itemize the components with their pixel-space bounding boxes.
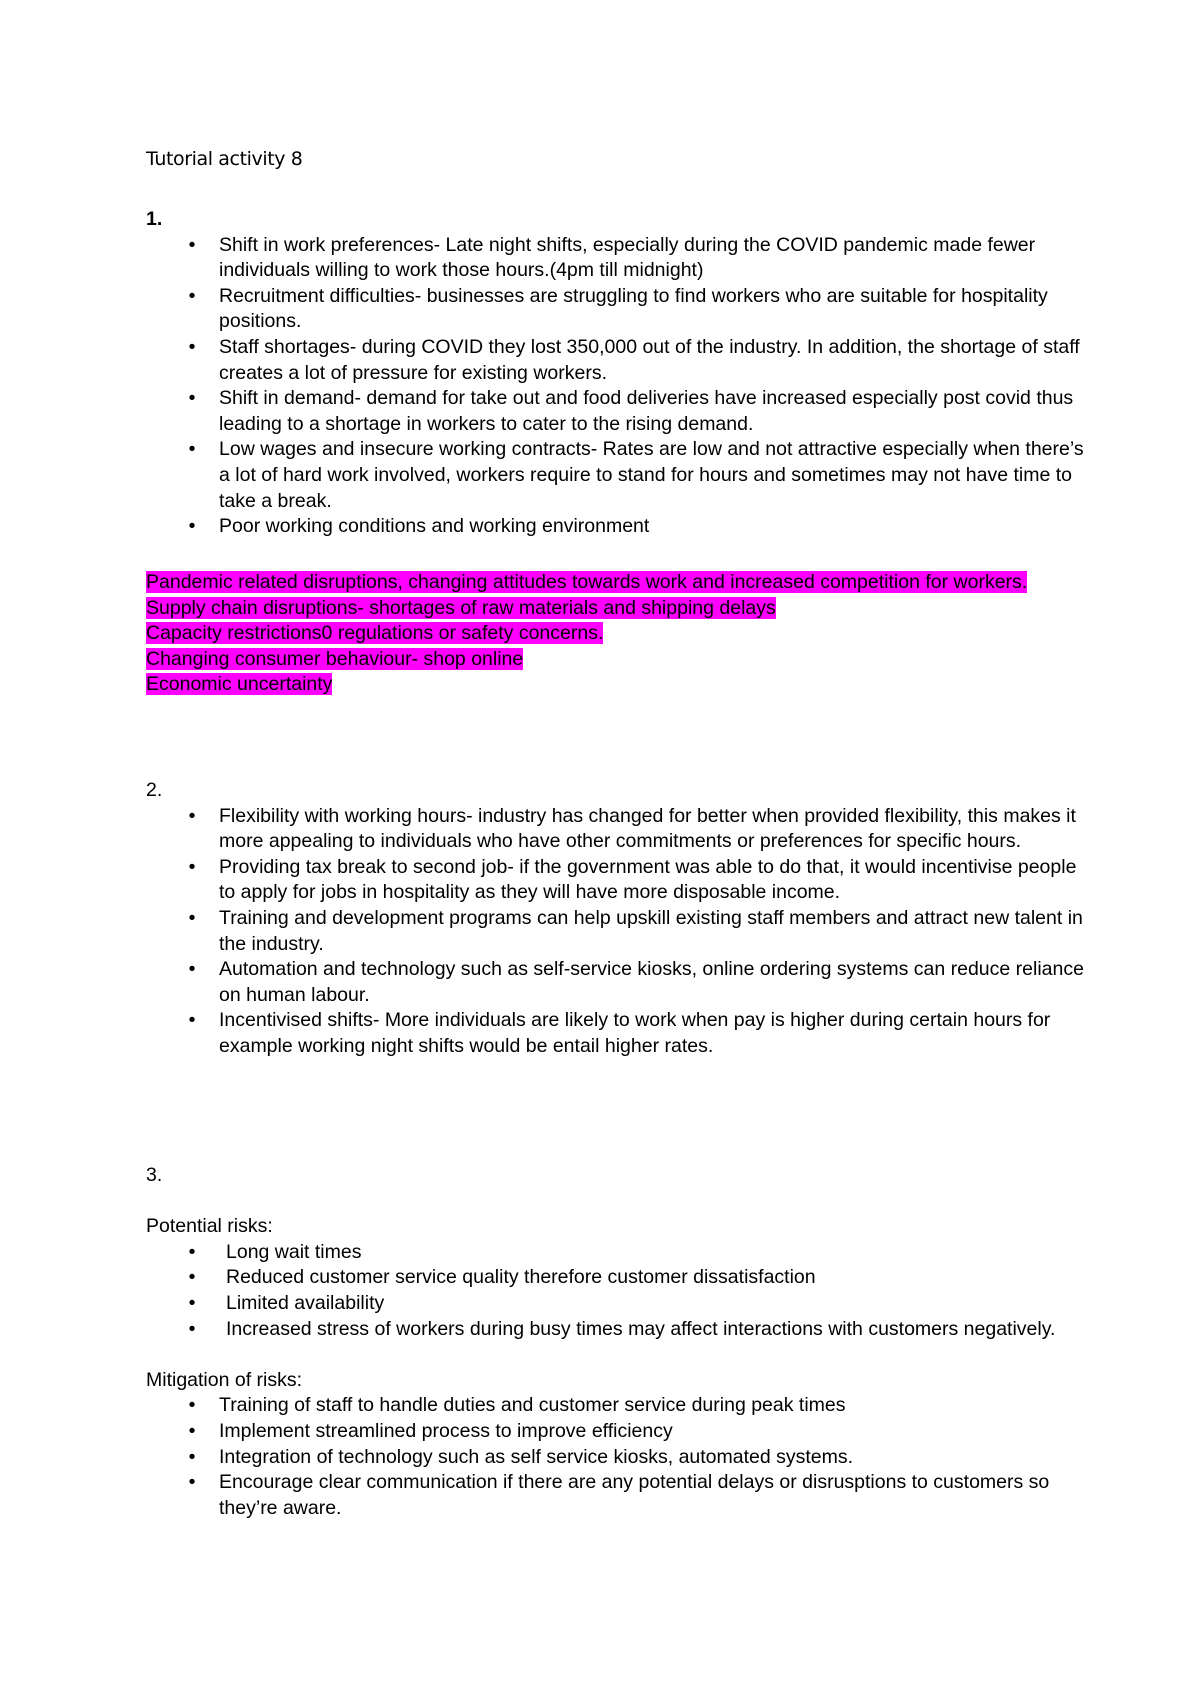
section-2-bullet-list [146, 804, 1086, 1060]
bullet-icon: • [188, 387, 196, 410]
bullet-icon: • [188, 1266, 196, 1289]
highlighted-notes [146, 570, 1046, 698]
list-item: • Increased stress of workers during busy times may affect interactions with customers negatively. [146, 1317, 1086, 1343]
highlighted-line: Supply chain disruptions- shortages of raw materials and shipping delays [146, 596, 776, 619]
risks-heading: Potential risks: [146, 1215, 273, 1238]
bullet-icon: • [188, 1317, 196, 1340]
list-item: • Poor working conditions and working environment [146, 514, 1086, 540]
list-item: • Training and development programs can help upskill existing staff members and attract new talent in the industry. [146, 906, 1086, 957]
list-item: • Shift in demand- demand for take out and food deliveries have increased especially post covid thus leading to a shortage in workers to cater to the rising demand. [146, 386, 1086, 437]
bullet-icon: • [188, 1445, 196, 1468]
list-item: • Staff shortages- during COVID they lost 350,000 out of the industry. In addition, the shortage of staff creates a lot of pressure for existing workers. [146, 335, 1086, 386]
list-item: • Providing tax break to second job- if the government was able to do that, it would incentivise people to apply for jobs in hospitality as they will have more disposable income. [146, 855, 1086, 906]
section-3 [146, 1163, 1086, 1521]
bullet-icon: • [188, 804, 196, 827]
highlighted-line: Economic uncertainty [146, 673, 333, 696]
list-item: • Reduced customer service quality therefore customer dissatisfaction [146, 1265, 1086, 1291]
bullet-icon: • [188, 1009, 196, 1032]
bullet-icon: • [188, 1394, 196, 1417]
bullet-icon: • [188, 1291, 196, 1314]
list-item: • Long wait times [146, 1240, 1086, 1266]
highlighted-line: Pandemic related disruptions, changing attitudes towards work and increased competition for workers. [146, 571, 1028, 593]
section-2 [146, 778, 1086, 1060]
bullet-icon: • [188, 438, 196, 461]
list-item: • Integration of technology such as self service kiosks, automated systems. [146, 1445, 1086, 1471]
document-title: Tutorial activity 8 [146, 148, 303, 170]
bullet-icon: • [188, 958, 196, 981]
bullet-icon: • [188, 335, 196, 358]
list-item: • Limited availability [146, 1291, 1086, 1317]
list-item: • Encourage clear communication if there are any potential delays or disrusptions to customers so they’re aware. [146, 1470, 1086, 1521]
list-item: • Implement streamlined process to improve efficiency [146, 1419, 1086, 1445]
list-item: • Flexibility with working hours- industry has changed for better when provided flexibility, this makes it more appealing to individuals who have other commitments or preferences for specific hours. [146, 804, 1086, 855]
list-item: • Incentivised shifts- More individuals are likely to work when pay is higher during certain hours for example working night shifts would be entail higher rates. [146, 1008, 1086, 1059]
section-1-number: 1. [146, 208, 163, 230]
section-1 [146, 207, 1086, 540]
bullet-icon: • [188, 1471, 196, 1494]
list-item: • Shift in work preferences- Late night shifts, especially during the COVID pandemic made fewer individuals willing to work those hours.(4pm till midnight) [146, 233, 1086, 284]
bullet-icon: • [188, 233, 196, 256]
bullet-icon: • [188, 906, 196, 929]
list-item: • Training of staff to handle duties and customer service during peak times [146, 1393, 1086, 1419]
bullet-icon: • [188, 515, 196, 538]
list-item: • Low wages and insecure working contracts- Rates are low and not attractive especially when there’s a lot of hard work involved, workers require to stand for hours and sometimes may not have time to take a break. [146, 437, 1086, 514]
section-2-number: 2. [146, 779, 163, 801]
section-3-number: 3. [146, 1164, 163, 1186]
mitigation-heading: Mitigation of risks: [146, 1368, 303, 1391]
bullet-icon: • [188, 855, 196, 878]
bullet-icon: • [188, 284, 196, 307]
highlighted-line: Capacity restrictions0 regulations or safety concerns. [146, 622, 604, 645]
list-item: • Automation and technology such as self-service kiosks, online ordering systems can reduce reliance on human labour. [146, 957, 1086, 1008]
list-item: • Recruitment difficulties- businesses are struggling to find workers who are suitable for hospitality positions. [146, 284, 1086, 335]
section-1-bullet-list [146, 233, 1086, 540]
bullet-icon: • [188, 1240, 196, 1263]
risks-bullet-list [146, 1240, 1086, 1342]
highlighted-line: Changing consumer behaviour- shop online [146, 647, 524, 670]
bullet-icon: • [188, 1419, 196, 1442]
mitigation-bullet-list [146, 1393, 1086, 1521]
